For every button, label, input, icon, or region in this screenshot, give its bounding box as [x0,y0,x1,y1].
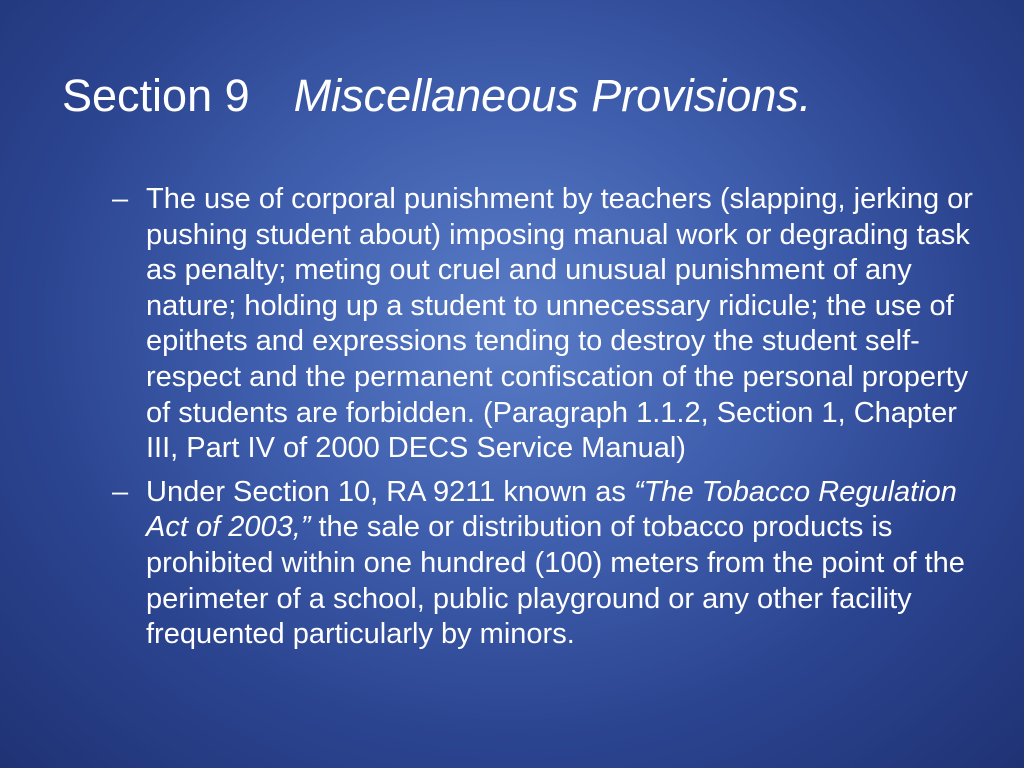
title-section-number: Section 9 [62,70,250,121]
dash-bullet-marker: – [112,475,129,508]
bullet-text-lead: Under Section 10, RA 9211 known as [146,475,634,508]
bullet-item-corporal-punishment [110,182,982,467]
bullet-text: The use of corporal punishment by teachers (slapping, jerking or pushing student about) imposing manual work or degrading task as penalty; meting out cruel and unusual punishment of any nature; holding up a student to unnecessary ridicule; the use of epithets and expressions tending to destroy the student self-respect and the permanent confiscation of the personal property of students are forbidden. (Paragraph 1.1.2, Section 1, Chapter III, Part IV of 2000 DECS Service Manual) [146,183,973,465]
slide-title [62,68,811,124]
title-heading: Miscellaneous Provisions. [293,70,812,121]
dash-bullet-marker: – [112,183,129,215]
bullet-text-rest: the sale or distribution of tobacco products is prohibited within one hundred (100) meters from the point of the perimeter of a school, public playground or any other facility frequented particularly by minors. [146,511,965,651]
bullet-list [110,182,982,661]
bullet-item-tobacco-regulation [110,475,982,653]
act-name-italic: “The Tobacco Regulation Act of 2003,” [146,475,957,544]
